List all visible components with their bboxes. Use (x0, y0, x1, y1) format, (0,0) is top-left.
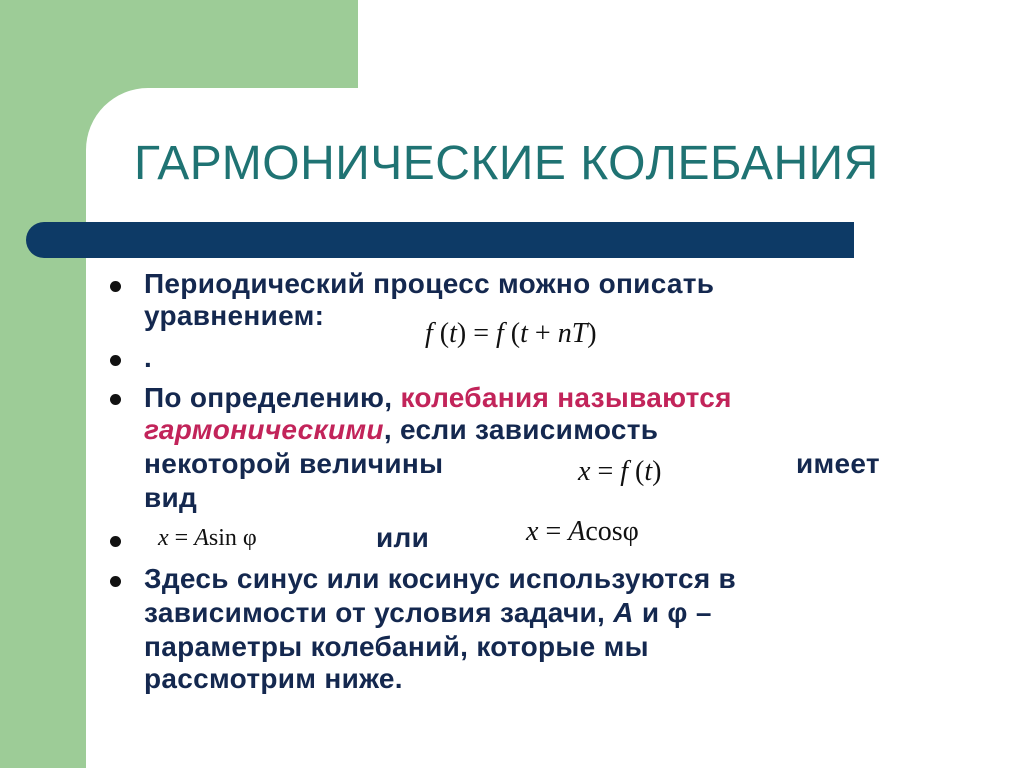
highlight-definition: колебания называются (400, 382, 732, 413)
sine-formula: x = Asin φ (158, 525, 257, 551)
cosine-formula: x = Acosφ (526, 516, 639, 547)
bullet-5-line-4: рассмотрим ниже. (144, 663, 403, 694)
bullet-2-text: . (144, 342, 153, 373)
bullet-3-line-4: вид (144, 482, 198, 513)
bullet-dot (110, 355, 121, 366)
bullet-3-line-3-end: имеет (796, 448, 880, 479)
highlight-harmonic: гармоническими (144, 414, 384, 445)
bullet-3-line-1: По определению, колебания называются (144, 382, 732, 413)
bullet-dot (110, 576, 121, 587)
slide-title: ГАРМОНИЧЕСКИЕ КОЛЕБАНИЯ (134, 137, 879, 190)
bullet-3-line-2: гармоническими, если зависимость (144, 414, 659, 445)
background-green-strip (0, 0, 86, 768)
title-underline-bar (26, 222, 854, 258)
bullet-dot (110, 394, 121, 405)
bullet-5-line-2: зависимости от условия задачи, А и φ – (144, 597, 712, 628)
bullet-1-line-2: уравнением: (144, 300, 325, 331)
bullet-5-line-1: Здесь синус или косинус используются в (144, 563, 737, 594)
dependency-formula: x = f (t) (578, 456, 662, 487)
bullet-3-line-3: некоторой величины (144, 448, 444, 479)
background-white-top (358, 0, 1024, 100)
bullet-dot (110, 536, 121, 547)
periodic-formula: f (t) = f (t + nT) (425, 318, 597, 349)
bullet-5-line-3: параметры колебаний, которые мы (144, 631, 649, 662)
bullet-1-line-1: Периодический процесс можно описать (144, 268, 715, 299)
bullet-4-or: или (376, 522, 430, 553)
bullet-dot (110, 281, 121, 292)
